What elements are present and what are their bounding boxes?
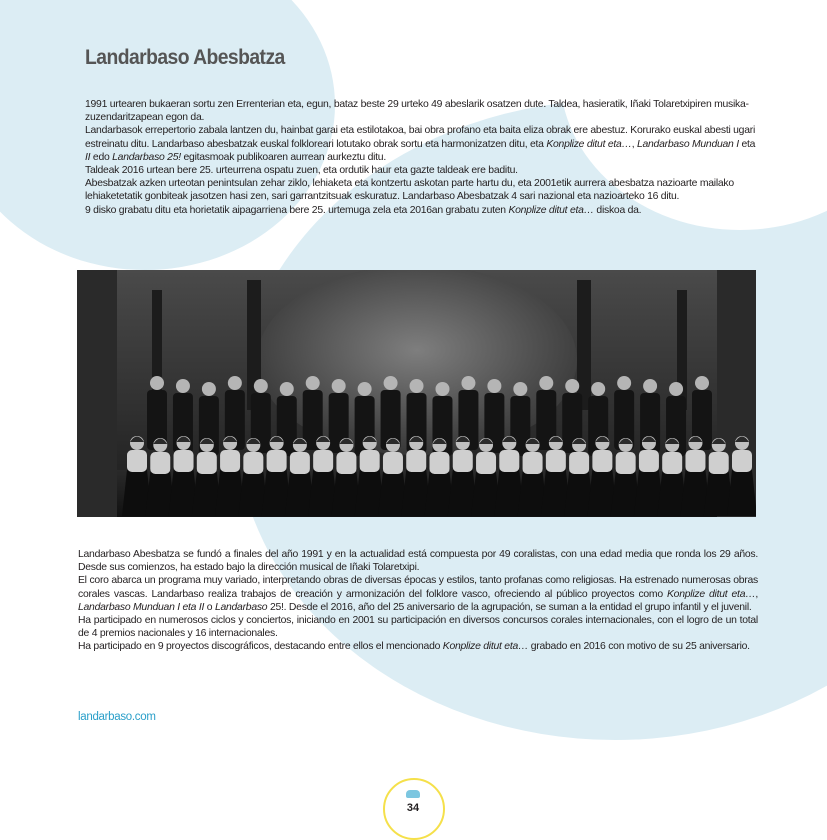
singer-back-head [176,379,190,393]
text-run: 9 disko grabatu ditu eta horietatik aipagarriena bere 25. urtemuga zela eta 2016an grabatu zuten [85,204,509,216]
page-title: Landarbaso Abesbatza [85,46,285,69]
singer-front-blouse [569,452,589,474]
text-run: Taldeak 2016 urtean bere 25. urteurrena ospatu zuen, eta ordutik haur eta gazte taldeak ere baditu. [85,165,518,177]
singer-back-head [332,379,346,393]
text-run: eta [738,138,756,150]
singer-back-head [617,376,631,390]
singer-back-head [410,379,424,393]
text-run: Ha participado en numerosos ciclos y conciertos, iniciando en 2001 su participación en diversos concursos corales internacionales, con el logro de un total de 4 premios nacionales y 16 internacionales. [78,615,758,640]
singer-back-head [461,376,475,390]
singer-front-blouse [220,450,240,472]
text-run: o [204,601,215,613]
italic-title: Konplize ditut eta… [546,138,632,150]
wall-left [77,270,117,517]
italic-title: Landarbaso Munduan I eta II [78,601,205,613]
singer-back-head [435,382,449,396]
singer-back-head [228,376,242,390]
text-run: 1991 urtearen bukaeran sortu zen Errenterian eta, egun, bataz beste 29 urteko 49 abeslarik osatzen dute. Taldea, hasieratik, Iñaki Tolaretxipiren musika-zuzendaritzapean egon da. [85,99,749,124]
singer-front-blouse [523,452,543,474]
singer-front-blouse [360,450,380,472]
text-run: , [631,138,637,150]
singer-back-head [643,379,657,393]
singer-front-blouse [709,452,729,474]
singer-front-blouse [616,452,636,474]
italic-title: II [85,151,91,163]
singer-front-blouse [127,450,147,472]
italic-title: Konplize ditut eta… [442,641,529,653]
paragraph [78,614,758,640]
italic-title: Landarbaso Munduan I [636,138,739,150]
spanish-text [78,548,758,654]
singer-back-head [150,376,164,390]
italic-title: Konplize ditut eta… [667,588,756,600]
singer-front-blouse [592,450,612,472]
singer-back-head [513,382,527,396]
singer-back-head [591,382,605,396]
text-run: edo [90,151,113,163]
singer-back-head [358,382,372,396]
singer-front-blouse [662,452,682,474]
paragraph [85,204,757,217]
paragraph [85,98,757,124]
singer-front-blouse [476,452,496,474]
singer-front-blouse [290,452,310,474]
singer-front-blouse [243,452,263,474]
singer-front-blouse [174,450,194,472]
page-number: 34 [406,802,420,814]
text-run: Abesbatzak azken urteotan penintsulan zehar ziklo, lehiaketa eta kontzertu askotan parte hartu du, eta 2001etik aurrera abesbatza nazioarte mailako lehiaketetatik gonbiteak jasotzen hasi zen, sari garrantzitsuak eskuratuz. Landarbaso Abesbatzak 4 sari nazional eta nazioarteko 16 ditu. [85,178,734,203]
italic-title: Konplize ditut eta… [508,204,594,216]
text-run: Landarbasok errepertorio zabala lantzen du, hainbat garai eta estilotakoa, bai obra profano eta baita eliza obrak ere abestuz. Korurako euskal abesti ugari estreinatu ditu. Landarbaso abesbatzak euskal folkloreari lotutako obrak sortu eta harmonizatzen ditu, eta [85,125,756,150]
singer-front-blouse [685,450,705,472]
text-run: , [755,588,759,600]
singer-front-blouse [546,450,566,472]
paragraph [78,548,758,574]
singer-front-blouse [732,450,752,472]
text-run: egitasmoak publikoaren aurrean aurkeztu ditu. [180,151,386,163]
singer-back-head [695,376,709,390]
choir-photo [77,270,756,517]
singer-front-blouse [499,450,519,472]
singer-front-blouse [406,450,426,472]
singer-front-blouse [150,452,170,474]
paragraph [78,640,758,653]
singer-back-head [539,376,553,390]
text-run: 25!. Desde el 2016, año del 25 aniversario de la agrupación, se suman a la entidad el grupo infantil y el juvenil. [267,601,752,613]
singer-front-blouse [383,452,403,474]
paragraph [85,164,757,177]
singer-front-blouse [453,450,473,472]
choir-photo-image [77,270,756,517]
text-run: El coro abarca un programa muy variado, interpretando obras de diversas épocas y estilos, tanto profanas como religiosas. Ha estrenado numerosas obras corales vascas. Landarbaso realiza trabajos de creación y armonización del folklore vasco, ofreciendo al público proyectos como [78,575,758,600]
page-marker-icon [406,790,420,798]
singer-front-blouse [430,452,450,474]
paragraph [85,124,757,164]
italic-title: Landarbaso [214,601,268,613]
window-slit [577,280,591,410]
singer-back-head [280,382,294,396]
singer-front-skirt [727,470,756,516]
website-link[interactable]: landarbaso.com [78,711,156,723]
singer-back-head [565,379,579,393]
singer-front-blouse [313,450,333,472]
singer-front-blouse [336,452,356,474]
text-run: Landarbaso Abesbatza se fundó a finales del año 1991 y en la actualidad está compuesta por 49 coralistas, con una edad media que ronda los 29 años. Desde sus comienzos, ha estado bajo la dirección musical de Iñaki Tolaretxipi. [78,549,758,574]
singer-front-blouse [267,450,287,472]
singer-back-head [384,376,398,390]
basque-text [85,98,757,217]
paragraph [85,177,757,203]
text-run: grabado en 2016 con motivo de su 25 aniversario. [528,641,750,653]
singer-back-head [254,379,268,393]
singer-back-head [669,382,683,396]
italic-title: Landarbaso 25! [112,151,181,163]
singer-front-blouse [197,452,217,474]
singer-back-head [487,379,501,393]
singer-front-blouse [639,450,659,472]
paragraph [78,574,758,614]
text-run: diskoa da. [593,204,642,216]
singer-back-head [306,376,320,390]
text-run: Ha participado en 9 proyectos discográficos, destacando entre ellos el mencionado [78,641,443,653]
singer-back-head [202,382,216,396]
